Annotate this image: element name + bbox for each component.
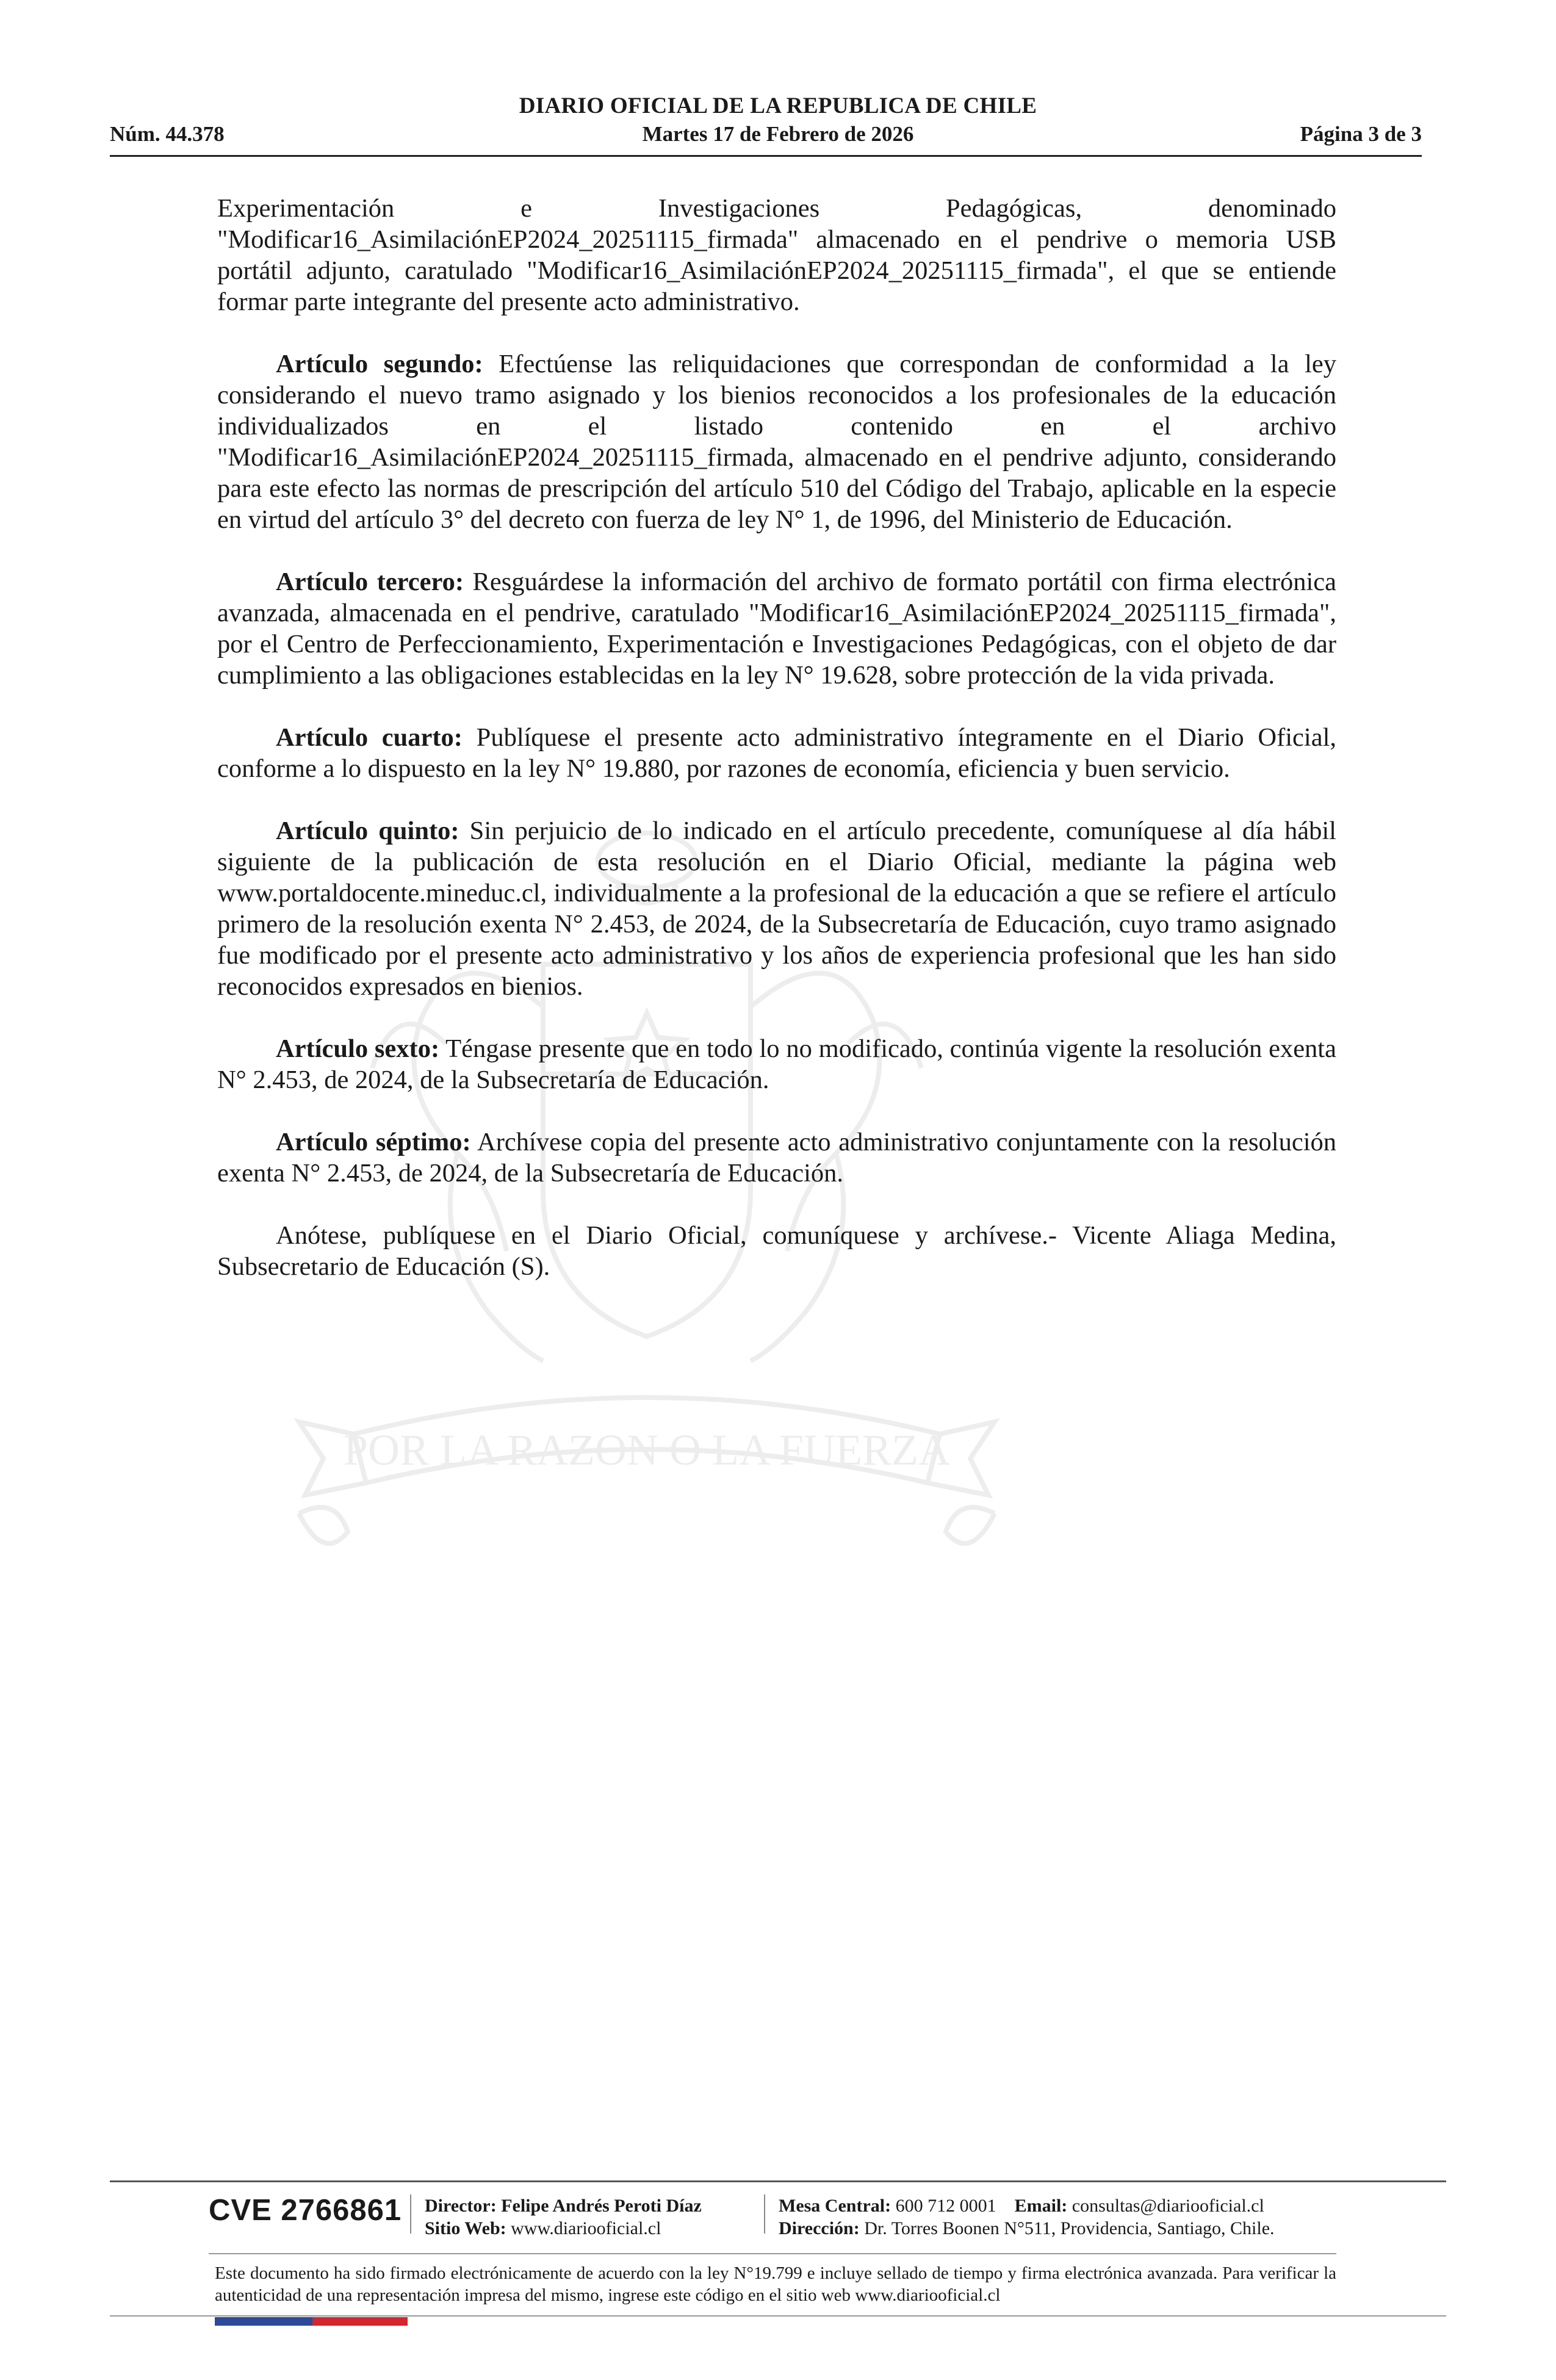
contact-line	[779, 2194, 1264, 2217]
article-7-text: Archívese copia del presente acto administrativo conjuntamente con la resolución exenta N° 2.453, de 2024, de la Subsecretaría de Educación.	[217, 1128, 1336, 1188]
flag-red-segment	[312, 2317, 408, 2326]
email-label: Email:	[1014, 2196, 1068, 2216]
article-3-heading: Artículo tercero:	[276, 568, 464, 596]
article-6	[217, 1033, 1336, 1095]
article-4-heading: Artículo cuarto:	[276, 723, 463, 752]
article-5-text: Sin perjuicio de lo indicado en el artículo precedente, comuníquese al día hábil siguiente de la publicación de esta resolución en el Diario Oficial, mediante la página web www.portaldocente.mineduc.cl, individualmente a la profesional de la educación a que se refiere el artículo primero de la resolución exenta N° 2.453, de 2024, de la Subsecretaría de Educación, cuyo tramo asignado fue modificado por el presente acto administrativo y los años de experiencia profesional que les han sido reconocidos expresados en bienios.	[217, 817, 1336, 1001]
address-line	[779, 2217, 1275, 2240]
page-indicator: Página 3 de 3	[1300, 122, 1422, 146]
closing-paragraph: Anótese, publíquese en el Diario Oficial, comuníquese y archívese.- Vicente Aliaga Medina, Subsecretario de Educación (S).	[217, 1221, 1336, 1281]
article-2	[217, 348, 1336, 535]
article-2-text: Efectúense las reliquidaciones que correspondan de conformidad a la ley considerando el nuevo tramo asignado y los bienios reconocidos a los profesionales de la educación individualizados en el listado contenido en el archivo "Modificar16_AsimilaciónEP2024_20251115_firmada, almacenado en el pendrive adjunto, considerando para este efecto las normas de prescripción del artículo 510 del Código del Trabajo, aplicable en la especie en virtud del artículo 3° del decreto con fuerza de ley N° 1, de 1996, del Ministerio de Educación.	[217, 350, 1336, 534]
issue-date: Martes 17 de Febrero de 2026	[642, 122, 914, 146]
phone-value: 600 712 0001	[895, 2196, 996, 2216]
footer-separator	[764, 2194, 765, 2234]
watermark-motto: POR LA RAZON O LA FUERZA	[343, 1426, 951, 1474]
phone-label: Mesa Central:	[779, 2196, 891, 2216]
footer-divider-top	[110, 2180, 1446, 2182]
article-3	[217, 566, 1336, 691]
article-6-heading: Artículo sexto:	[276, 1034, 440, 1063]
footer-separator	[410, 2194, 411, 2234]
footer-divider-mid	[209, 2253, 1336, 2254]
flag-color-bar	[215, 2317, 408, 2326]
email-link[interactable]: consultas@diariooficial.cl	[1072, 2196, 1264, 2216]
article-3-text: Resguárdese la información del archivo de formato portátil con firma electrónica avanzada, almacenada en el pendrive, caratulado "Modificar16_AsimilaciónEP2024_20251115_firmada", por el Centro de Perfeccionamiento, Experimentación e Investigaciones Pedagógicas, con el objeto de dar cumplimiento a las obligaciones establecidas en la ley N° 19.628, sobre protección de la vida privada.	[217, 568, 1336, 690]
article-4	[217, 722, 1336, 784]
article-2-heading: Artículo segundo:	[276, 350, 483, 378]
director-line	[425, 2194, 702, 2217]
director-value: Felipe Andrés Peroti Díaz	[501, 2196, 702, 2216]
address-value: Dr. Torres Boonen N°511, Providencia, Santiago, Chile.	[864, 2218, 1275, 2238]
address-label: Dirección:	[779, 2218, 860, 2238]
website-line	[425, 2217, 661, 2240]
article-5-heading: Artículo quinto:	[276, 817, 459, 845]
paragraph-continuation: Experimentación e Investigaciones Pedagógicas, denominado "Modificar16_AsimilaciónEP2024_20251115_firmada" almacenado en el pendrive o memoria USB portátil adjunto, caratulado "Modificar16_AsimilaciónEP2024_20251115_firmada", el que se entiende formar parte integrante del presente acto administrativo.	[217, 194, 1336, 316]
flag-blue-segment	[215, 2317, 312, 2326]
article-7-heading: Artículo séptimo:	[276, 1128, 471, 1156]
website-label: Sitio Web:	[425, 2218, 506, 2238]
gazette-title: DIARIO OFICIAL DE LA REPUBLICA DE CHILE	[519, 93, 1037, 118]
signature-note: Este documento ha sido firmado electrónicamente de acuerdo con la ley N°19.799 e incluye sellado de tiempo y firma electrónica avanzada. Para verificar la autenticidad de una representación impresa del mismo, ingrese este código en el sitio web www.diariooficial.cl	[215, 2263, 1336, 2305]
article-5	[217, 815, 1336, 1002]
header-divider	[110, 155, 1422, 157]
director-label: Director:	[425, 2196, 497, 2216]
issue-number: Núm. 44.378	[110, 122, 225, 146]
document-body	[217, 193, 1336, 1313]
footer-divider-bottom	[110, 2315, 1446, 2317]
article-6-text: Téngase presente que en todo lo no modificado, continúa vigente la resolución exenta N° 2.453, de 2024, de la Subsecretaría de Educación.	[217, 1034, 1336, 1094]
article-7	[217, 1127, 1336, 1189]
website-link[interactable]: www.diariooficial.cl	[511, 2218, 661, 2238]
cve-code: CVE 2766861	[209, 2194, 402, 2227]
article-4-text: Publíquese el presente acto administrativo íntegramente en el Diario Oficial, conforme a lo dispuesto en la ley N° 19.880, por razones de economía, eficiencia y buen servicio.	[217, 723, 1336, 783]
